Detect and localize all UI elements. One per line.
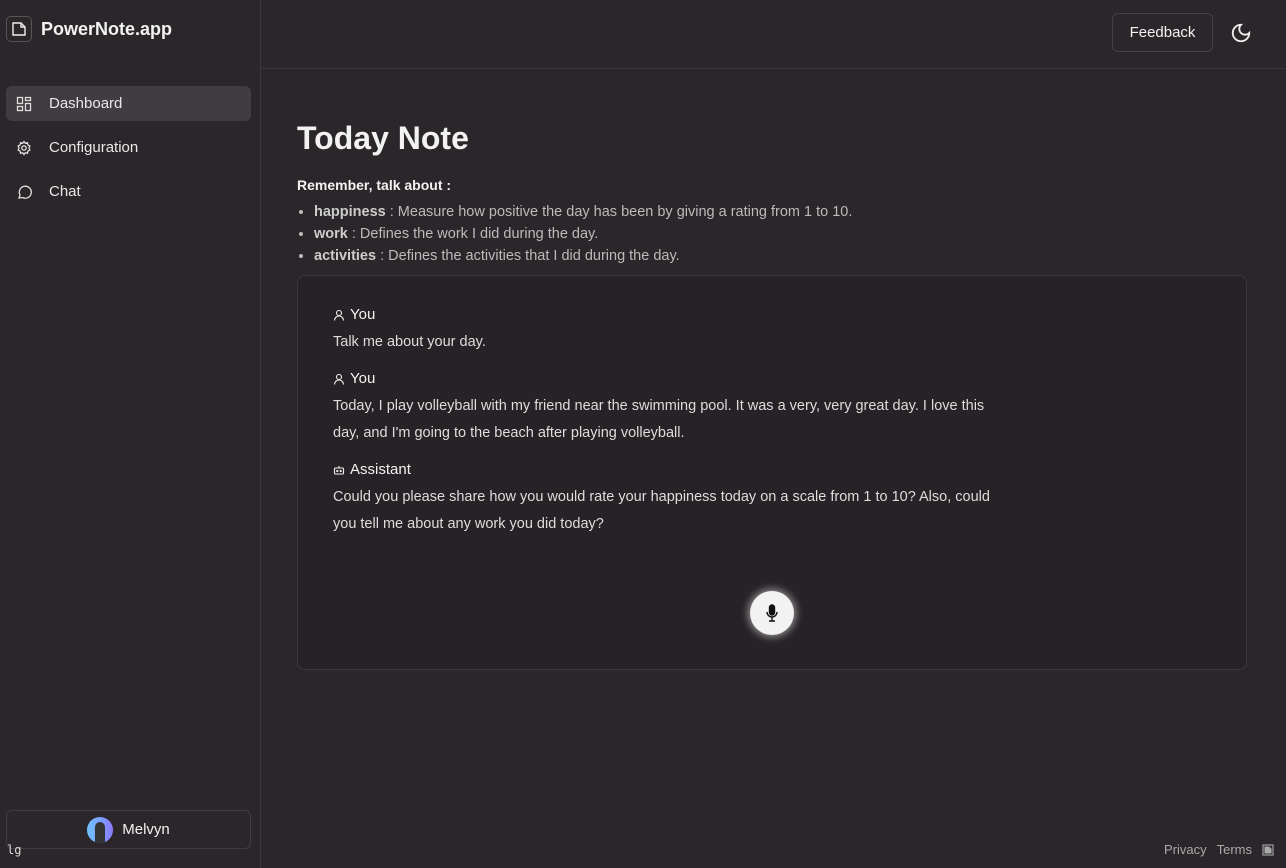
message-author: You: [350, 306, 376, 323]
app-title: PowerNote.app: [41, 18, 173, 39]
user-icon: [333, 373, 345, 385]
avatar: [87, 817, 113, 843]
note-icon[interactable]: [1262, 844, 1274, 856]
sidebar-item-label: Chat: [49, 183, 81, 200]
sidebar-item-dashboard[interactable]: [6, 86, 251, 121]
sidebar: [0, 0, 261, 868]
message-text: Talk me about your day.: [333, 334, 486, 350]
main-content: [297, 120, 1247, 670]
chat-panel: [297, 275, 1247, 670]
note-logo-icon: [6, 16, 32, 42]
bot-icon: [333, 464, 345, 476]
message-author: You: [350, 370, 376, 387]
chat-message: [333, 461, 1211, 538]
topic-name: work: [314, 226, 348, 242]
gear-icon: [16, 140, 32, 156]
moon-icon[interactable]: [1230, 22, 1252, 44]
page-title: Today Note: [297, 120, 469, 156]
remember-heading: Remember, talk about :: [297, 177, 452, 193]
user-icon: [333, 309, 345, 321]
sidebar-item-configuration[interactable]: [6, 130, 251, 165]
user-menu-button[interactable]: [6, 810, 251, 849]
chat-icon: [16, 184, 32, 200]
microphone-icon: [765, 604, 779, 622]
topic-desc: : Defines the work I did during the day.: [347, 226, 599, 242]
topic-desc: : Measure how positive the day has been by giving a rating from 1 to 10.: [385, 204, 853, 220]
list-item: [314, 223, 1247, 245]
sidebar-item-chat[interactable]: [6, 174, 251, 209]
list-item: [314, 245, 1247, 267]
top-bar: [261, 0, 1286, 69]
user-name: Melvyn: [122, 821, 170, 838]
message-text: Today, I play volleyball with my friend near the swimming pool. It was a very, very great day. I love this day, and I'm going to the beach after playing volleyball.: [333, 398, 985, 441]
message-text: Could you please share how you would rate your happiness today on a scale from 1 to 10? Also, could you tell me about any work you did today?: [333, 489, 990, 532]
topic-name: activities: [314, 248, 377, 264]
privacy-link[interactable]: Privacy: [1163, 842, 1207, 857]
brand[interactable]: [6, 16, 172, 42]
sidebar-item-label: Dashboard: [49, 95, 123, 112]
microphone-button[interactable]: [750, 591, 794, 635]
terms-link[interactable]: Terms: [1216, 842, 1252, 857]
chat-message: [333, 306, 1211, 356]
sidebar-nav: [6, 86, 251, 218]
topic-desc: : Defines the activities that I did during the day.: [376, 248, 680, 264]
sidebar-item-label: Configuration: [49, 139, 139, 156]
footer: [1164, 842, 1274, 857]
message-author: Assistant: [350, 461, 411, 478]
topic-name: happiness: [314, 204, 386, 220]
list-item: [314, 201, 1247, 223]
chat-message: [333, 370, 1211, 447]
breakpoint-badge: lg: [7, 843, 22, 857]
dashboard-icon: [16, 96, 32, 112]
topic-list: [297, 201, 1247, 267]
feedback-button[interactable]: Feedback: [1112, 13, 1213, 52]
